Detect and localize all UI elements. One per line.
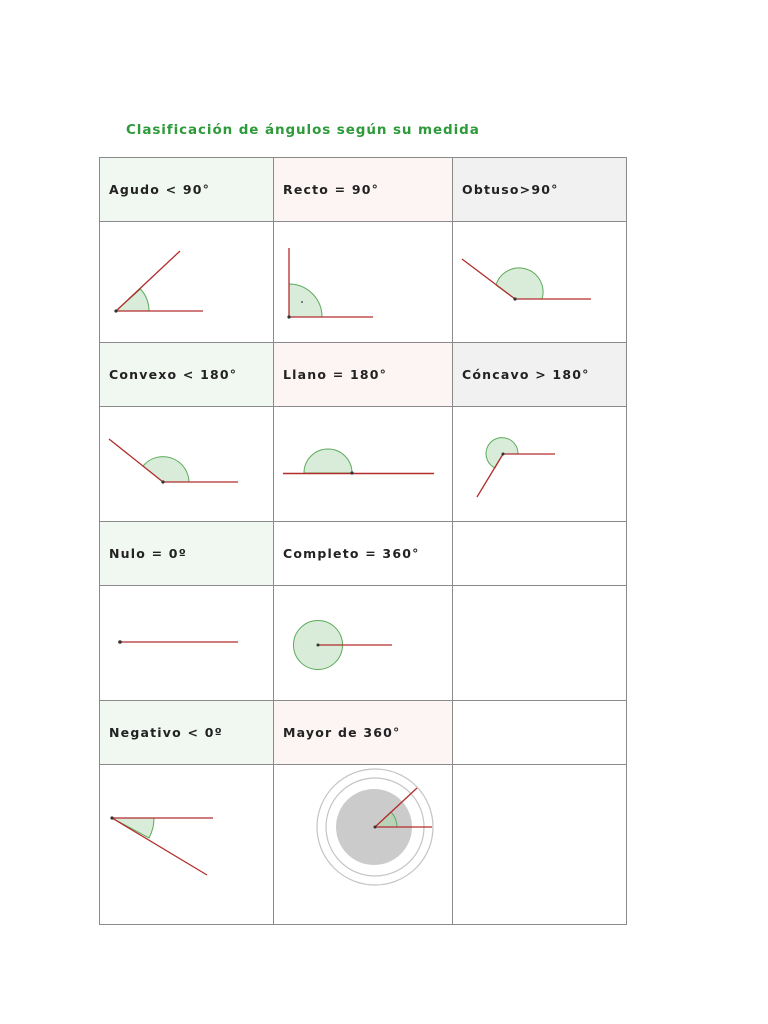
angle-classification-table (99, 157, 627, 925)
cell-acute-figure (100, 222, 274, 343)
figure-row (100, 222, 627, 343)
label-convex: Convexo < 180° (100, 343, 274, 407)
document-title: Clasificación de ángulos según su medida (126, 122, 480, 138)
null-angle-figure (100, 586, 274, 700)
empty-cell (453, 701, 627, 765)
cell-convex-figure (100, 407, 274, 522)
straight-angle-figure (274, 407, 453, 521)
cell-straight-figure (274, 407, 453, 522)
cell-negative-figure (100, 765, 274, 925)
full-angle-figure (274, 586, 453, 700)
figure-row (100, 765, 627, 925)
figure-row (100, 407, 627, 522)
label-acute: Agudo < 90° (100, 158, 274, 222)
header-row (100, 158, 627, 222)
label-straight: Llano = 180° (274, 343, 453, 407)
label-over-360: Mayor de 360° (274, 701, 453, 765)
header-row (100, 522, 627, 586)
cell-null-figure (100, 586, 274, 701)
negative-angle-figure (100, 765, 274, 924)
label-right: Recto = 90° (274, 158, 453, 222)
cell-concave-figure (453, 407, 627, 522)
convex-angle-figure (100, 407, 274, 521)
empty-figure-cell (453, 765, 627, 925)
acute-angle-figure (100, 222, 274, 342)
cell-obtuse-figure (453, 222, 627, 343)
cell-right-figure (274, 222, 453, 343)
cell-over-360-figure (274, 765, 453, 925)
label-obtuse: Obtuso>90° (453, 158, 627, 222)
empty-cell (453, 522, 627, 586)
cell-full-figure (274, 586, 453, 701)
empty-figure-cell (453, 586, 627, 701)
label-concave: Cóncavo > 180° (453, 343, 627, 407)
label-null: Nulo = 0º (100, 522, 274, 586)
header-row (100, 343, 627, 407)
figure-row (100, 586, 627, 701)
label-full: Completo = 360° (274, 522, 453, 586)
right-angle-figure (274, 222, 453, 342)
label-negative: Negativo < 0º (100, 701, 274, 765)
header-row (100, 701, 627, 765)
obtuse-angle-figure (453, 222, 627, 342)
over-360-angle-figure (274, 765, 453, 924)
concave-angle-figure (453, 407, 627, 521)
